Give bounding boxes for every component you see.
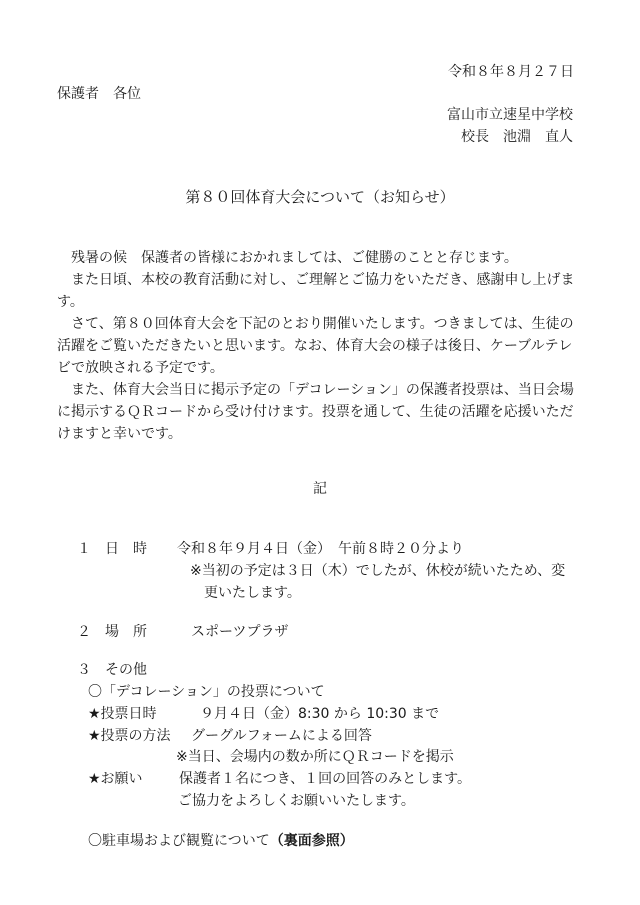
vote-method-value: グーグルフォームによる回答 (191, 728, 372, 744)
vote-method-note: ※当日、会場内の数か所にＱＲコードを掲示 (176, 749, 454, 765)
paragraph-announcement: さて、第８０回体育大会を下記のとおり開催いたします。つきましては、生徒の活躍をご覧いただきたいと思います。なお、体育大会の様子は後日、ケーブルテレビで放映される予定です。 (57, 316, 574, 376)
parking-text: 〇駐車場および観覧について (88, 833, 270, 849)
document-date: 令和８年８月２７日 (448, 64, 574, 80)
request-line2: ご協力をよろしくお願いいたします。 (178, 793, 415, 809)
item3-label: ３ その他 (77, 662, 147, 678)
paragraph-voting: また、体育大会当日に掲示予定の「デコレーション」の保護者投票は、当日会場に掲示するＱＲコードから受け付けます。投票を通して、生徒の活躍を応援いただけますと幸いです。 (57, 382, 574, 442)
parking-reference: （裏面参照） (269, 833, 354, 849)
vote-date-label: ★投票日時 (88, 706, 157, 722)
item1-note-line2: 更いたします。 (204, 585, 301, 601)
document-title: 第８０回体育大会について（お知らせ） (185, 188, 455, 206)
item1-value: 令和８年９月４日（金） 午前８時２０分より (177, 541, 464, 557)
decoration-vote-heading: 〇「デコレーション」の投票について (88, 684, 325, 700)
paragraph-greeting: 残暑の候 保護者の皆様におかれましては、ご健勝のことと存じます。 (71, 250, 518, 266)
vote-date-value: ９月４日（金）8:30 から 10:30 まで (200, 706, 440, 722)
parking-note (88, 830, 354, 852)
ki-heading: 記 (313, 481, 327, 497)
body-text (57, 247, 582, 445)
item2-label: ２ 場 所 (77, 624, 147, 640)
item2-value: スポーツプラザ (191, 624, 289, 640)
principal-name: 校長 池淵 直人 (461, 129, 573, 145)
item1-note-line1: ※当初の予定は３日（木）でしたが、休校が続いたため、変 (190, 563, 566, 579)
request-label: ★お願い (88, 771, 143, 787)
vote-method-label: ★投票の方法 (88, 728, 171, 744)
school-name: 富山市立速星中学校 (447, 107, 573, 123)
addressee: 保護者 各位 (57, 86, 141, 102)
paragraph-thanks: また日頃、本校の教育活動に対し、ご理解とご協力をいただき、感謝申し上げます。 (57, 272, 575, 310)
request-line1: 保護者１名につき、１回の回答のみとします。 (179, 771, 472, 787)
item1-label: １ 日 時 (77, 541, 147, 557)
